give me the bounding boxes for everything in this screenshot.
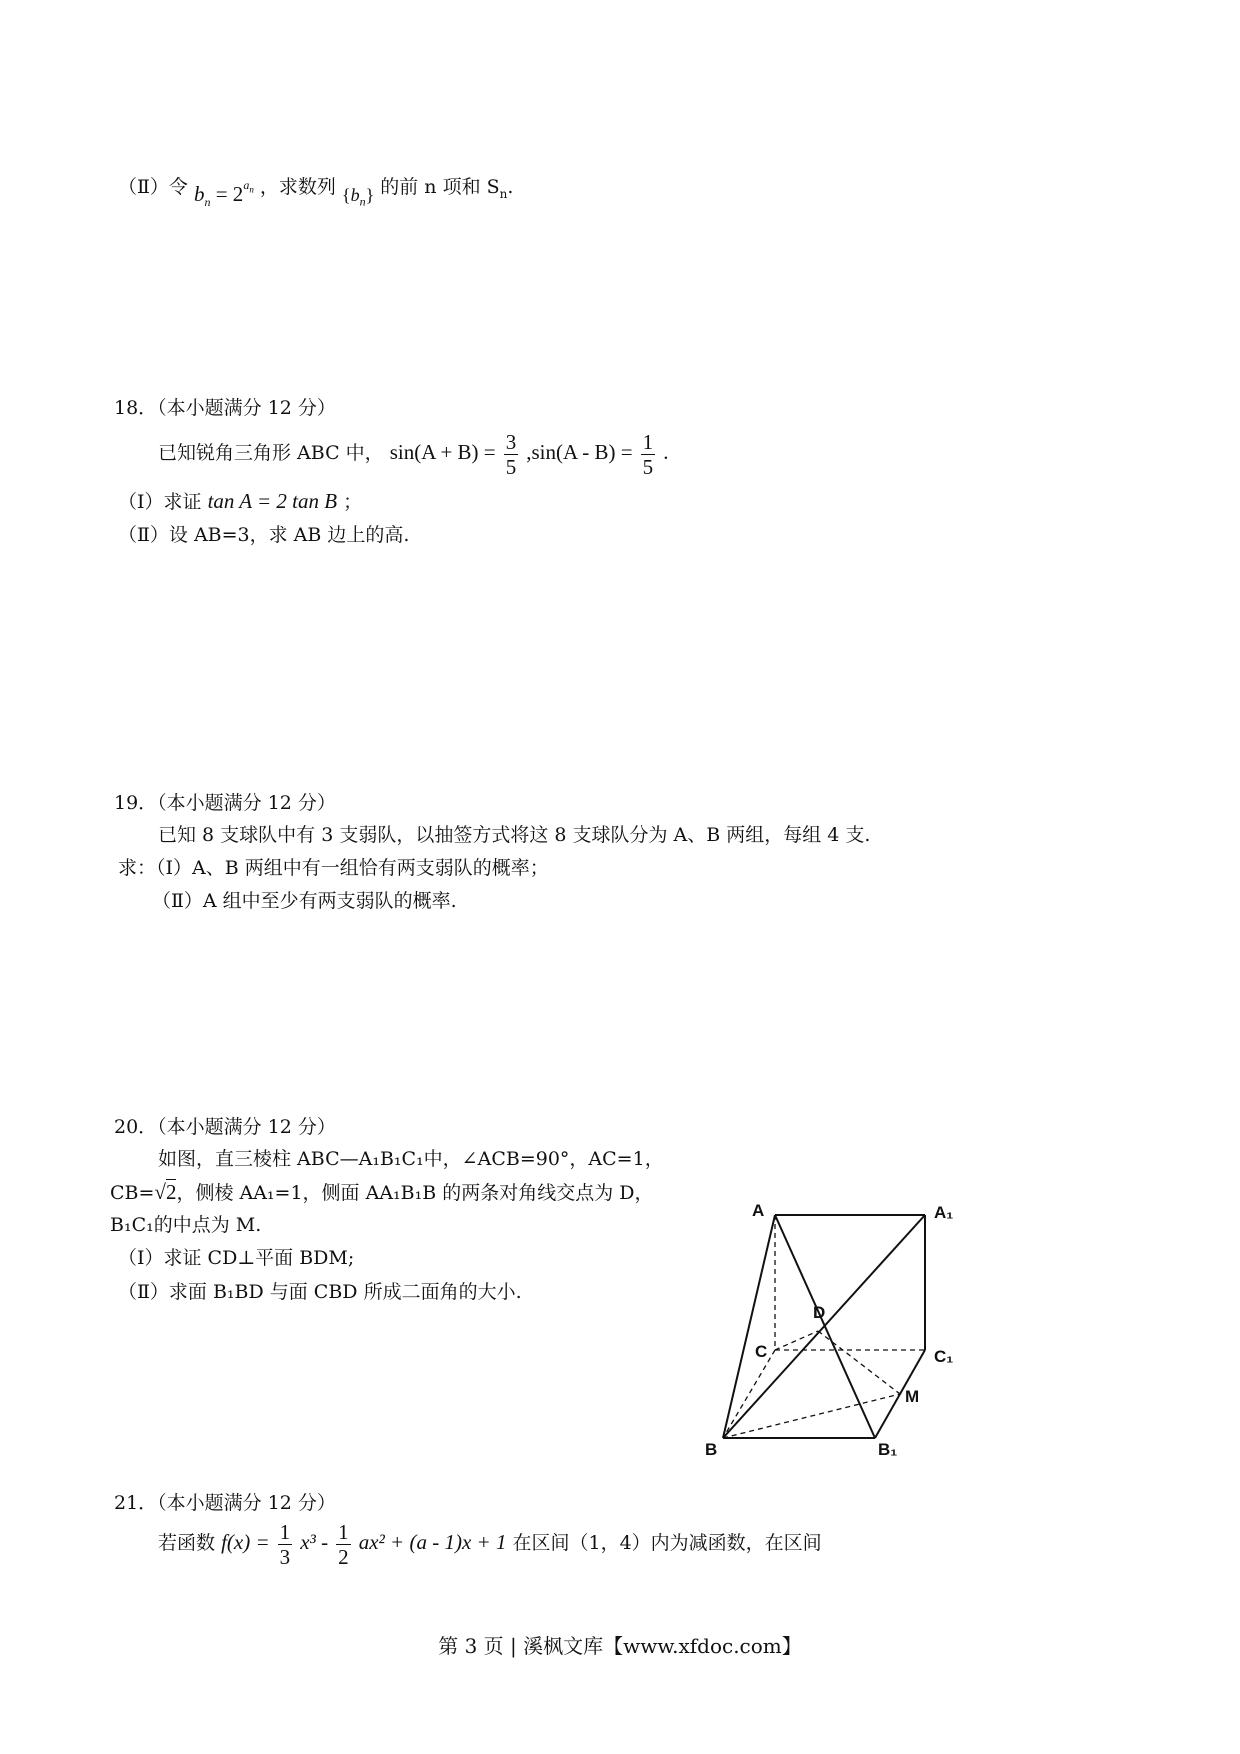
q20-part2: （Ⅱ）求面 B₁BD 与面 CBD 所成二面角的大小. [118,1281,522,1303]
q21-term1: x³ - [300,1530,329,1554]
q18-part1-end: ； [343,491,363,513]
label-A1: A₁ [934,1203,954,1222]
q18-header: 18．（本小题满分 12 分） [114,397,336,419]
edge-C-B [723,1350,775,1438]
q21-fx: f(x) = [221,1530,270,1554]
q21-tail: 在区间（1，4）内为减函数，在区间 [512,1532,822,1554]
q21-fraction-1 [278,1520,293,1569]
q21-intro: 若函数 [158,1532,216,1554]
q19-line3: （Ⅱ）A 组中至少有两支弱队的概率. [152,890,457,912]
q20-sqrt: √2 [154,1180,177,1204]
q17-bn-formula: $b_n = 2^{a_n}$ [193,178,254,210]
label-C1: C₁ [934,1347,954,1366]
prism-diagram [700,1190,1000,1480]
prism-figure [700,1190,1000,1480]
label-C: C [755,1342,768,1361]
q21-fraction-1-num: 1 [279,1519,291,1544]
q18-part1 [118,488,362,515]
edge-B-M [723,1394,900,1438]
q20-line2-rest: ，侧棱 AA₁=1，侧面 AA₁B₁B 的两条对角线交点为 D， [176,1182,654,1204]
q19-header: 19．（本小题满分 12 分） [114,792,336,814]
edge-A-B [723,1215,775,1438]
q18-intro-text: 已知锐角三角形 ABC 中， [158,442,384,464]
q18-sin-sum: sin(A + B) = [389,440,496,464]
q20-line1: 如图，直三棱柱 ABC—A₁B₁C₁中，∠ACB=90°，AC=1， [158,1148,664,1170]
label-M: M [905,1387,920,1406]
q17-bn-set: $\{b_n\}$ [341,185,375,209]
q18-formula-end: . [663,440,669,464]
label-B1: B₁ [878,1440,898,1459]
label-D: D [813,1303,826,1322]
q21-fraction-1-den: 3 [279,1544,291,1569]
q20-line2 [110,1179,654,1206]
q21-fraction-2-den: 2 [338,1544,349,1569]
q18-part2: （Ⅱ）设 AB=3，求 AB 边上的高. [118,524,410,546]
q17-part2-label: （Ⅱ）令 [118,176,188,198]
q20-line3: B₁C₁的中点为 M. [110,1214,262,1236]
q18-fraction-a-den: 5 [505,454,517,479]
label-B: B [705,1440,718,1459]
q18-part1-formula: tan A = 2 tan B [207,489,338,513]
q21-fraction-2 [336,1520,351,1569]
q18-fraction-a [504,430,519,479]
q21-fraction-2-num: 1 [338,1519,349,1544]
q18-fraction-b [641,430,656,479]
q17-part2-tail: 的前 n 项和 S [380,176,500,198]
q18-fraction-b-den: 5 [642,454,654,479]
q21-header: 21．（本小题满分 12 分） [114,1492,336,1514]
q19-line1: 已知 8 支球队中有 3 支弱队，以抽签方式将这 8 支球队分为 A、B 两组，每组 4 支. [158,824,871,846]
q21-term2: ax² + (a - 1)x + 1 [358,1530,507,1554]
q17-part2-mid: ，求数列 [259,176,336,198]
q19-line2: 求：（Ⅰ）A、B 两组中有一组恰有两支弱队的概率； [118,857,549,879]
q21-line1 [158,1518,822,1569]
q18-part1-label: （Ⅰ）求证 [118,491,202,513]
q18-sin-diff: ,sin(A - B) = [526,440,633,464]
q20-part1: （Ⅰ）求证 CD⊥平面 BDM; [118,1247,355,1269]
q17-part2 [118,168,514,210]
q18-fraction-b-num: 1 [642,429,654,454]
page-footer: 第 3 页 | 溪枫文库【www.xfdoc.com】 [438,1634,802,1658]
q20-sqrt-value: 2 [165,1180,177,1204]
label-A: A [752,1201,765,1220]
q17-part2-tail-sub: n [499,186,508,201]
q18-fraction-a-num: 3 [505,429,517,454]
q18-intro [158,428,668,479]
q20-line2-start: CB= [110,1182,155,1204]
q17-part2-end: . [507,176,514,198]
q20-header: 20．（本小题满分 12 分） [114,1116,336,1138]
